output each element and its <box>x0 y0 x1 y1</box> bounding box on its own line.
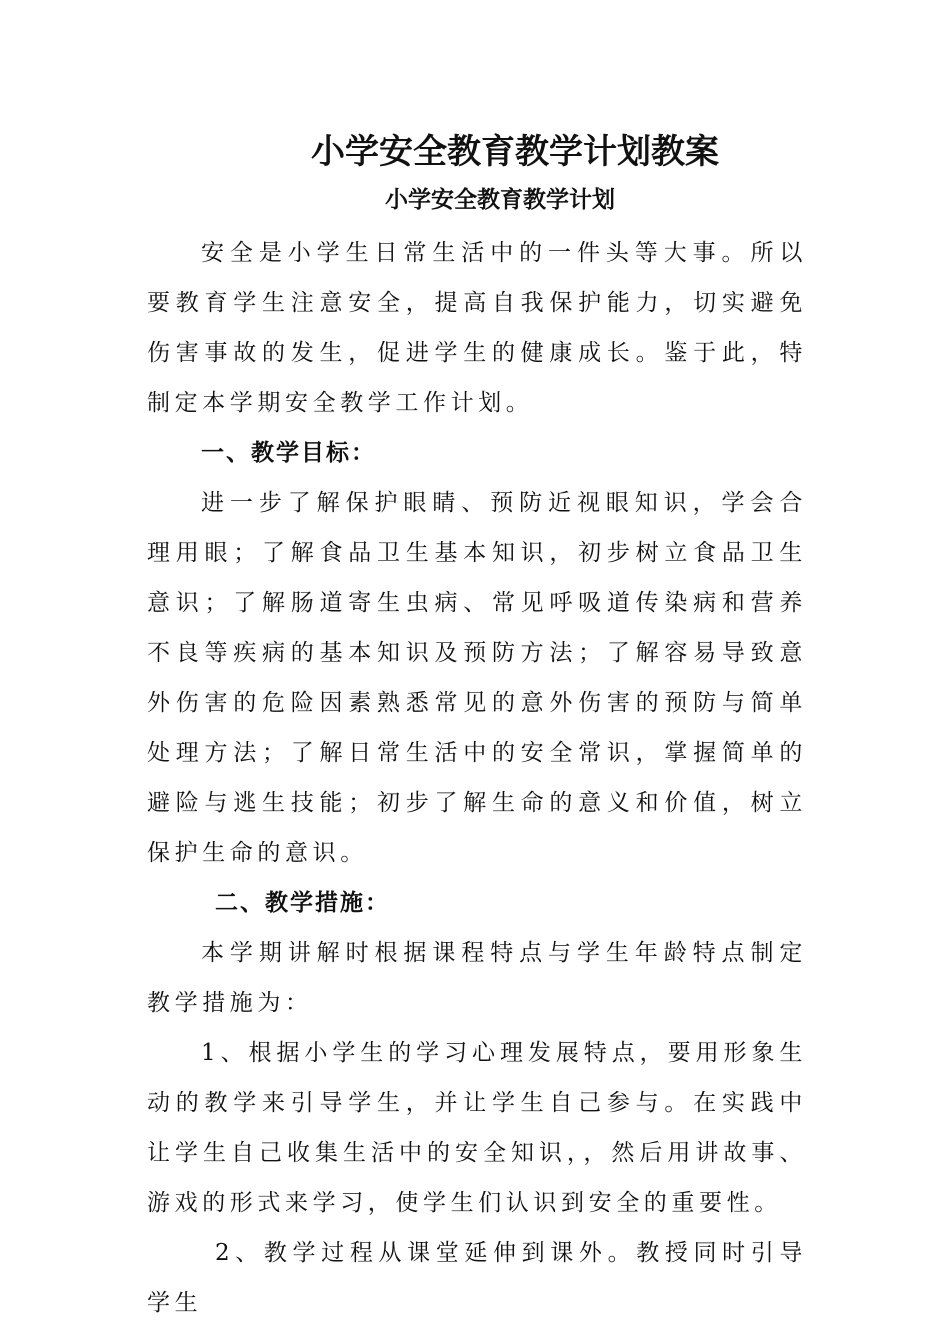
measures-intro-paragraph: 本学期讲解时根据课程特点与学生年龄特点制定教学措施为： <box>147 940 807 1016</box>
section-heading-goals: 一、教学目标： <box>201 439 376 466</box>
document-body <box>147 228 807 1328</box>
measure-item-1: 1、根据小学生的学习心理发展特点，要用形象生动的教学来引导学生，并让学生自己参与。在实践中让学生自己收集生活中的安全知识，，然后用讲故事、游戏的形式来学习，使学生们认识到安全的重要性。 <box>147 1040 807 1216</box>
intro-paragraph: 安全是小学生日常生活中的一件头等大事。所以要教育学生注意安全，提高自我保护能力，切实避免伤害事故的发生，促进学生的健康成长。鉴于此，特制定本学期安全教学工作计划。 <box>147 240 807 416</box>
document-title: 小学安全教育教学计划教案 <box>311 132 719 172</box>
measure-item-2: 2、教学过程从课堂延伸到课外。教授同时引导学生 <box>147 1240 807 1316</box>
goals-paragraph: 进一步了解保护眼睛、预防近视眼知识，学会合理用眼；了解食品卫生基本知识，初步树立食品卫生意识；了解肠道寄生虫病、常见呼吸道传染病和营养不良等疾病的基本知识及预防方法；了解容易导致意外伤害的危险因素熟悉常见的意外伤害的预防与简单处理方法；了解日常生活中的安全常识，掌握简单的避险与逃生技能；初步了解生命的意义和价值，树立保护生命的意识。 <box>147 490 807 866</box>
document-subtitle: 小学安全教育教学计划 <box>385 186 615 213</box>
section-heading-measures: 二、教学措施： <box>215 889 390 916</box>
